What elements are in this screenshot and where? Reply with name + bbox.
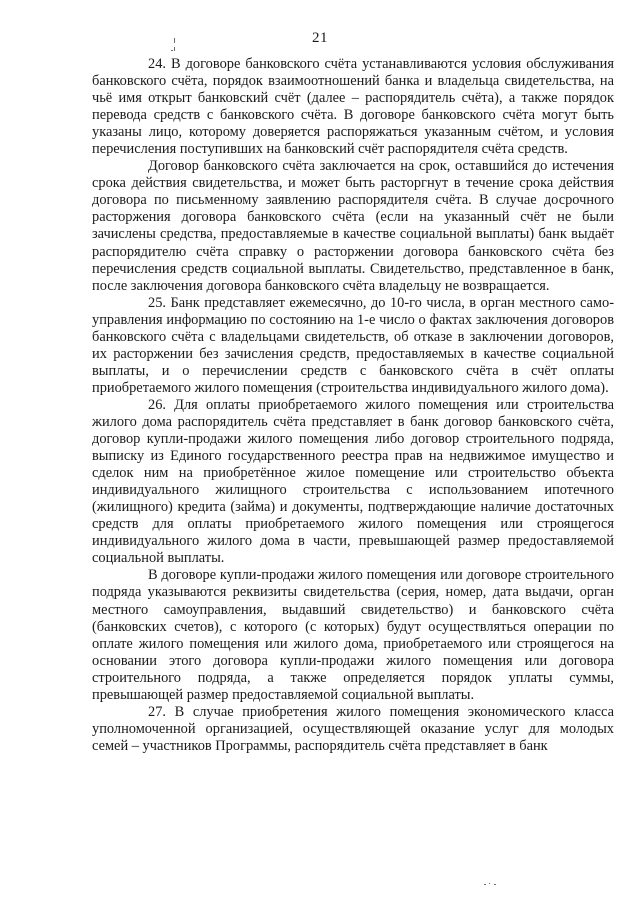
scan-artifact <box>171 50 173 51</box>
scan-artifact <box>484 884 486 885</box>
page-number: 21 <box>312 30 328 46</box>
paragraph-25: 25. Банк представляет ежемесячно, до 10-го числа, в орган местного само-управления информацию по состоянию на 1-е число о фактах заключения договоров банковского счёта с владельцами свидетельств, об отказе в заключении договоров, их расторжении без зачисления средств, предоставляемых в качестве социальной выплаты, и о перечислении средств с банковского счёта в счёт оплаты приобретаемого жилого помещения (строительства индивидуального жилого дома). <box>92 294 614 396</box>
paragraph-26-continued: В договоре купли-продажи жилого помещения или договоре строительного подряда указываются реквизиты свидетельства (серия, номер, дата выдачи, орган местного самоуправления, выдавший свидетельство) и банковского счёта (банковских счетов), с которого (с которых) будут осуществляться операции по оплате жилого помещения или жилого дома, приобретаемого или строящегося на основании этого договора купли-продажи жилого помещения или договора строительного подряда, а также определяется порядок уплаты суммы, превышающей размер предоставляемой социальной выплаты. <box>92 567 614 703</box>
paragraph-26: 26. Для оплаты приобретаемого жилого помещения или строительства жилого дома распорядитель счёта представляет в банк договор банковского счёта, договор купли-продажи жилого помещения либо договор строительного подряда, выписку из Единого государственного реестра прав на недвижимое имущество и сделок ним на приобретённое жилое помещение или строительство объекта индивидуального жилищного строительства с использованием ипотечного (жилищного) кредита (займа) и документы, подтверждающие наличие достаточных средств для оплаты приобретаемого жилого помещения или строящегося индивидуального жилого дома в части, превышающей размер предоставляемой социальной выплаты. <box>92 396 614 567</box>
scan-artifact <box>494 884 496 885</box>
paragraph-27: 27. В случае приобретения жилого помещения экономического класса уполномоченной организацией, осуществляющей оказание услуг для молодых семей – участников Программы, распорядитель счёта представляет в банк <box>92 703 614 754</box>
scan-artifact <box>174 47 175 51</box>
paragraph-24: 24. В договоре банковского счёта устанавливаются условия обслуживания банковского счёта, порядок взаимоотношений банка и владельца свидетельства, на чьё имя открыт банковский счёт (далее – распорядитель счёта), а также порядок перевода средств с банковского счёта. В договоре банковского счёта могут быть указаны лицо, которому доверяется распоряжаться указанным счётом, и условия перечисления поступивших на банковский счёт распорядителя счёта средств. <box>92 56 614 158</box>
document-body <box>92 56 614 755</box>
scan-artifact <box>489 883 490 884</box>
scan-artifact <box>174 38 175 43</box>
paragraph-24-continued: Договор банковского счёта заключается на срок, оставшийся до истечения срока действия свидетельства, и может быть расторгнут в течение срока действия договора по письменному заявлению распорядителя счёта. В случае досрочного расторжения договора банковского счёта (если на указанный счёт не были зачислены средства, предоставляемые в качестве социальной выплаты) банк выдаёт распорядителю счёта справку о расторжении договора банковского счёта без перечисления средств социальной выплаты. Свидетельство, представленное в банк, после заключения договора банковского счёта владельцу не возвращается. <box>92 158 614 294</box>
